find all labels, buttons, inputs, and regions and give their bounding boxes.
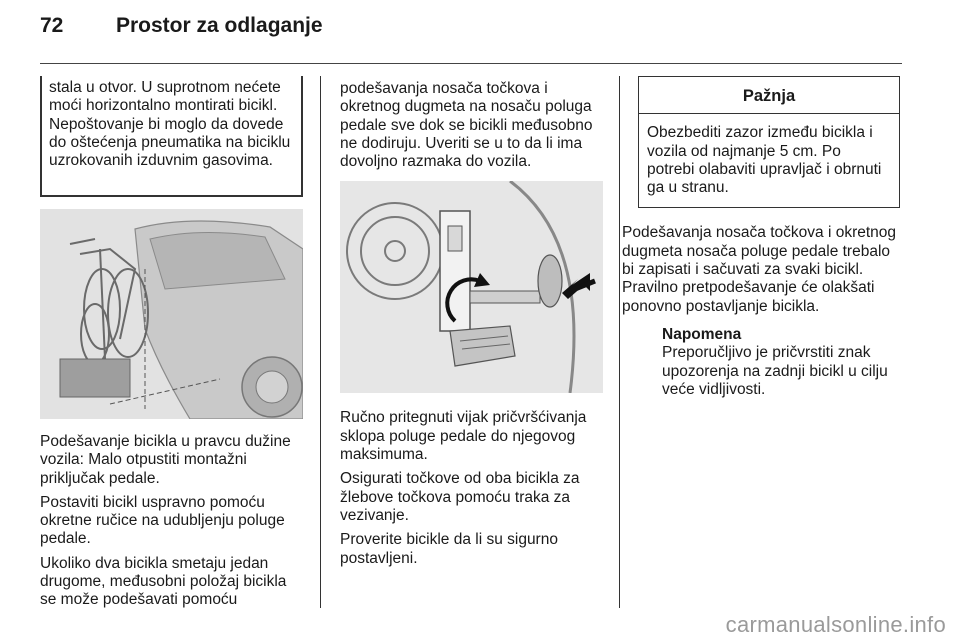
watermark: carmanualsonline.info [725, 612, 946, 637]
column-divider-2 [619, 76, 620, 608]
column-2 [340, 76, 602, 574]
column-3 [622, 76, 900, 399]
page-title: Prostor za odlaganje [116, 14, 323, 37]
bike-on-car-illustration [40, 209, 303, 419]
note-section [662, 326, 900, 399]
column-divider-1 [320, 76, 321, 608]
column-1-paragraphs [40, 433, 304, 610]
paragraph: Postaviti bicikl uspravno pomoću okretne ručice na udubljenju poluge pedale. [40, 493, 285, 548]
paragraph: Podešavanja nosača točkova i okretnog dugmeta nosača poluge pedale trebalo bi zapisati i sačuvati za svaki bicikl. Pravilno pretpodešavanje će olakšati ponovno postavljanje bicikla. [622, 224, 897, 315]
column-2-paragraphs [340, 409, 602, 567]
paragraph: podešavanja nosača točkova i okretnog dugmeta na nosaču poluga pedale sve dok se bicikli međusobno ne dodiruju. Uveriti se u to da li ima dovoljno razmaka do vozila. [340, 80, 593, 171]
caution-box [638, 76, 900, 208]
warning-continuation-box [40, 76, 303, 197]
page-header [40, 14, 323, 48]
column-1 [40, 76, 304, 616]
pedal-clamp-illustration [340, 181, 603, 393]
paragraph: Proverite bicikle da li su sigurno postavljeni. [340, 531, 558, 567]
figure-bike-carrier-car [40, 209, 303, 419]
page-number: 72 [40, 14, 64, 37]
caution-title: Pažnja [639, 77, 899, 114]
note-text: Preporučljivo je pričvrstiti znak upozorenja na zadnji bicikl u cilju veće vidljivosti. [662, 344, 888, 398]
header-rule [40, 63, 902, 64]
note-label: Napomena [662, 325, 742, 343]
figure-pedal-clamp [340, 181, 603, 393]
paragraph: Podešavanje bicikla u pravcu dužine vozila: Malo otpustiti montažni priključak pedale. [40, 433, 291, 487]
paragraph: Ručno pritegnuti vijak pričvršćivanja sklopa poluge pedale do njegovog maksimuma. [340, 409, 587, 464]
warning-continuation-text: stala u otvor. U suprotnom nećete moći horizontalno montirati bicikl. Nepoštovanje bi moglo da dovede do oštećenja pneumatika na biciklu uzrokovanih izduvnim gasovima. [49, 79, 291, 170]
caution-text: Obezbediti zazor između bicikla i vozila od najmanje 5 cm. Po potrebi olabaviti upravljač i obrnuti ga u stranu. [647, 124, 882, 197]
paragraph: Osigurati točkove od oba bicikla za žlebove točkova pomoću traka za vezivanje. [340, 470, 580, 524]
paragraph: Ukoliko dva bicikla smetaju jedan drugome, međusobni položaj bicikla se može podešavati pomoću [40, 554, 287, 609]
